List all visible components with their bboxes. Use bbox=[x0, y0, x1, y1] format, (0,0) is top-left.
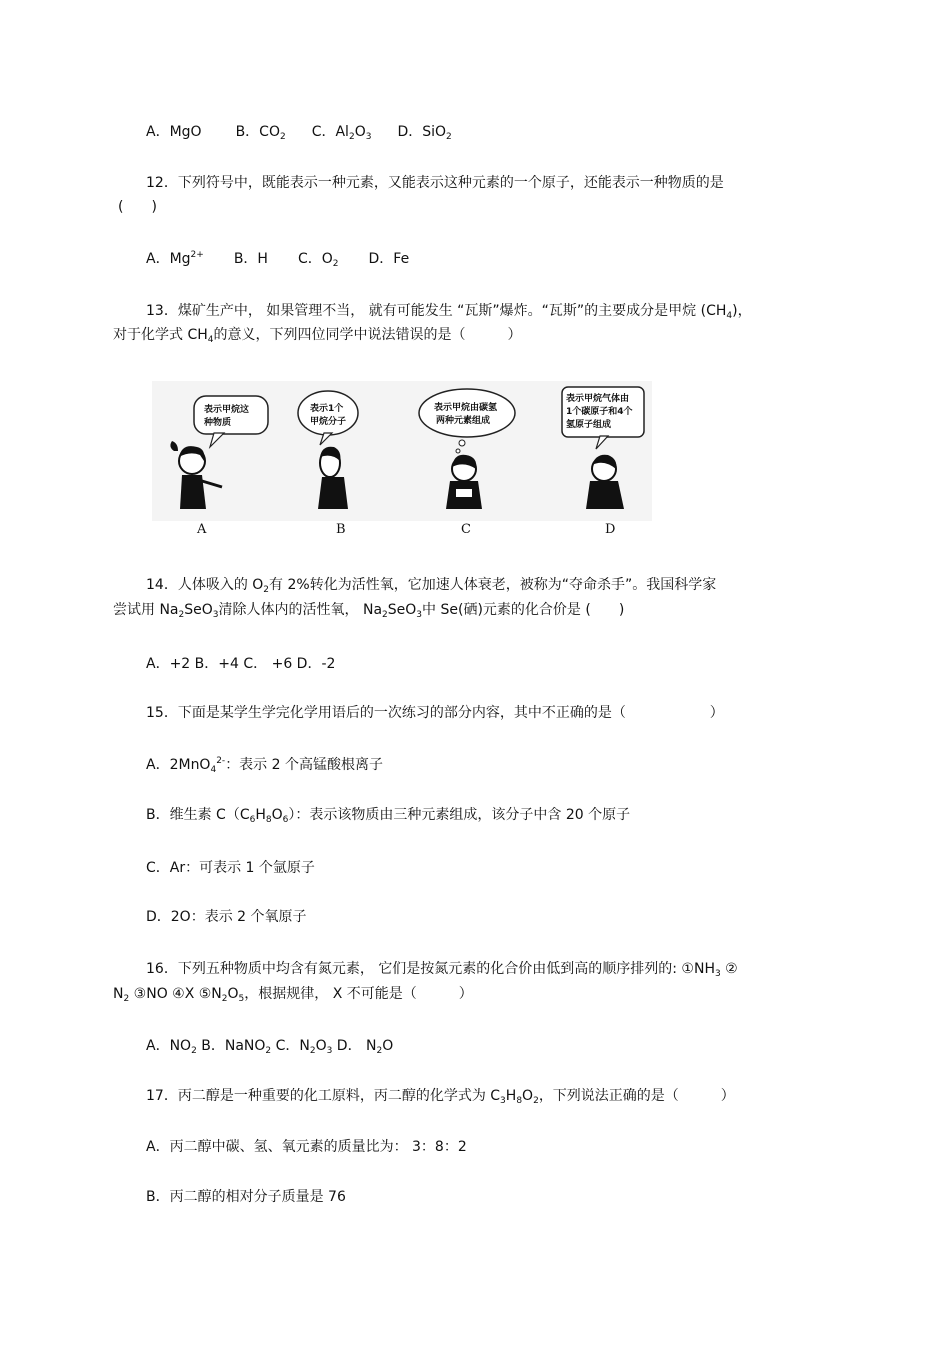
figure-label-b: B bbox=[336, 522, 346, 537]
q15-option-a: A．2MnO$_4^{2-}$：表示 2 个高锰酸根离子 bbox=[146, 756, 383, 775]
person-b bbox=[318, 447, 348, 509]
q16-stem-line1: 16．下列五种物质中均含有氮元素， 它们是按氮元素的化合价由低到高的顺序排列的: $①NH_3$ ② bbox=[146, 961, 738, 979]
bubble-d-line1: 表示甲烷气体由 bbox=[566, 394, 630, 404]
q14-options: A．+2 B．+4 C． +6 D．-2 bbox=[146, 656, 336, 672]
q17-option-a: A．丙二醇中碳、氢、氧元素的质量比为： 3：8：2 bbox=[146, 1139, 467, 1155]
q12-options: A．$Mg^{2+}$ B．H C．$O_2$ D．Fe bbox=[146, 250, 410, 269]
q15-option-d: D．2O：表示 2 个氧原子 bbox=[146, 909, 307, 925]
bubble-d-line2: 1个碳原子和4个 bbox=[566, 407, 633, 417]
q13-stem-line2: 对于化学式 $CH_4$的意义，下列四位同学中说法错误的是（ ） bbox=[113, 327, 522, 345]
cartoon-svg bbox=[152, 381, 652, 521]
q11-options: A．MgO B．$CO_2$ C．$Al_2O_3$ D．SiO$_2$ bbox=[146, 124, 452, 142]
q17-stem: 17．丙二醇是一种重要的化工原料，丙二醇的化学式为 $C_3H_8O_2$，下列说法正确的是（ ） bbox=[146, 1088, 735, 1106]
q13-cartoon-figure bbox=[152, 381, 652, 521]
person-a bbox=[170, 441, 222, 509]
q12-stem: 12．下列符号中，既能表示一种元素，又能表示这种元素的一个原子，还能表示一种物质的是 bbox=[146, 175, 724, 191]
q16-options: A．$NO_2$ B．NaNO$_2$ C．$N_2O_3$ D． $N_2O$ bbox=[146, 1038, 394, 1056]
person-d bbox=[586, 455, 624, 509]
bubble-d-line3: 氢原子组成 bbox=[566, 420, 612, 430]
bubble-c-line2: 两种元素组成 bbox=[436, 416, 491, 426]
bubble-a-line1: 表示甲烷这 bbox=[204, 405, 250, 415]
q14-stem-line1: 14．人体吸入的 $O_2$有 2%转化为活性氧，它加速人体衰老，被称为“夺命杀手”。我国科学家 bbox=[146, 577, 717, 595]
bubble-b-line2: 甲烷分子 bbox=[310, 417, 347, 427]
bubble-b-line1: 表示1个 bbox=[310, 404, 344, 414]
q15-option-b: B．维生素 $C(C_6H_8O_6)$：表示该物质由三种元素组成，该分子中含 20 个原子 bbox=[146, 807, 631, 825]
person-c bbox=[446, 455, 482, 509]
bubble-d bbox=[562, 387, 644, 449]
q16-stem-line2: $N_2$ ③NO ④X $⑤N_2O_5$，根据规律， X 不可能是（ ） bbox=[113, 986, 473, 1004]
q15-stem: 15．下面是某学生学完化学用语后的一次练习的部分内容，其中不正确的是（ ） bbox=[146, 705, 724, 721]
q12-paren: ( ) bbox=[118, 199, 157, 215]
figure-label-c: C bbox=[461, 522, 471, 537]
bubble-c-line1: 表示甲烷由碳氢 bbox=[434, 403, 498, 413]
figure-label-d: D bbox=[605, 522, 616, 537]
bubble-c bbox=[419, 389, 515, 453]
bubble-b bbox=[298, 391, 358, 445]
bubble-a-line2: 种物质 bbox=[204, 418, 232, 428]
q17-option-b: B．丙二醇的相对分子质量是 76 bbox=[146, 1189, 346, 1205]
q15-option-c: C．Ar：可表示 1 个氩原子 bbox=[146, 860, 315, 876]
q13-stem-line1: 13．煤矿生产中， 如果管理不当， 就有可能发生 “瓦斯”爆炸。“瓦斯”的主要成分是甲烷 $(CH_4)$， bbox=[146, 303, 752, 321]
bubble-a bbox=[194, 396, 268, 447]
q14-stem-line2: 尝试用 $Na_2SeO_3$清除人体内的活性氧， $Na_2SeO_3$中 Se(硒)元素的化合价是 ( ) bbox=[113, 602, 625, 620]
figure-label-a: A bbox=[197, 522, 207, 537]
